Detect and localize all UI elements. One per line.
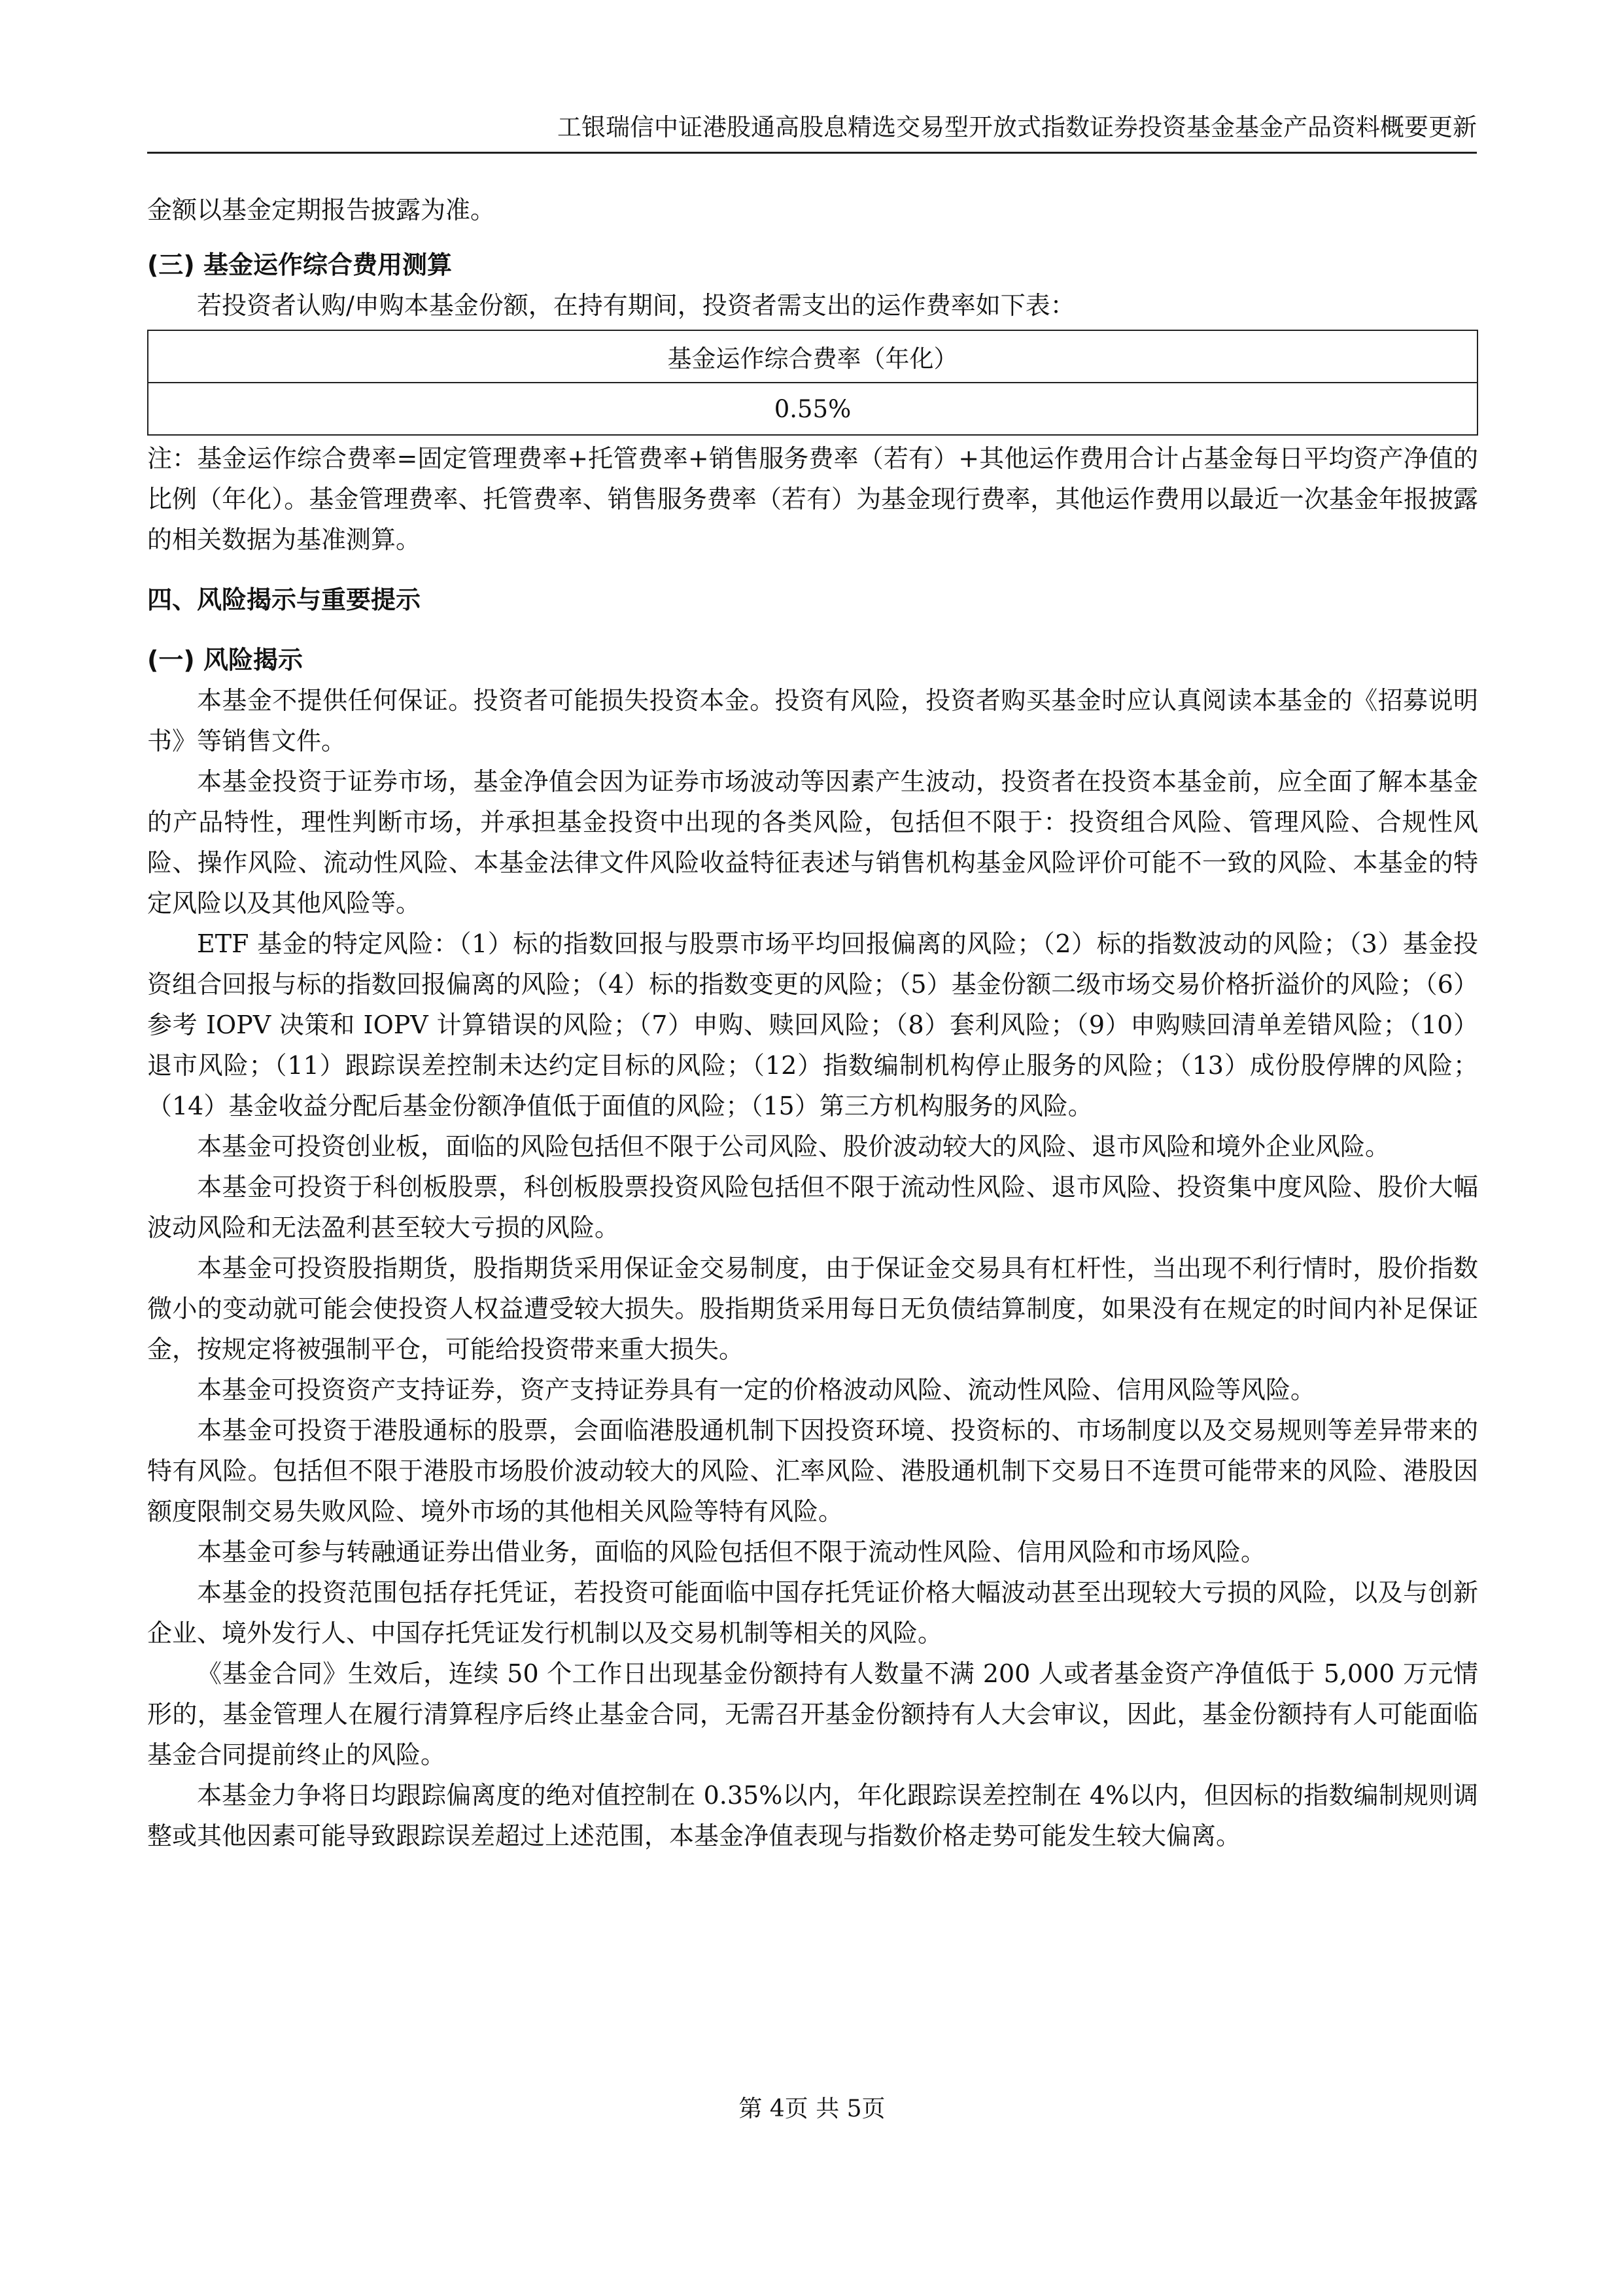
risk-paragraph: 本基金可投资于港股通标的股票，会面临港股通机制下因投资环境、投资标的、市场制度以及交易规则等差异带来的特有风险。包括但不限于港股市场股价波动较大的风险、汇率风险、港股通机制下交易日不连贯可能带来的风险、港股因额度限制交易失败风险、境外市场的其他相关风险等特有风险。 (147, 1416, 1478, 1526)
risk-paragraph: 本基金不提供任何保证。投资者可能损失投资本金。投资有风险，投资者购买基金时应认真阅读本基金的《招募说明书》等销售文件。 (147, 686, 1478, 755)
risk-paragraph: 本基金投资于证券市场，基金净值会因为证券市场波动等因素产生波动，投资者在投资本基金前，应全面了解本基金的产品特性，理性判断市场，并承担基金投资中出现的各类风险，包括但不限于：投资组合风险、管理风险、合规性风险、操作风险、流动性风险、本基金法律文件风险收益特征表述与销售机构基金风险评价可能不一致的风险、本基金的特定风险以及其他风险等。 (147, 767, 1478, 918)
section4-heading: 四、风险揭示与重要提示 (147, 585, 421, 614)
risk-disclosure-heading: (一) 风险揭示 (147, 646, 303, 674)
fee-rate-table (147, 330, 1478, 436)
fee-table-value: 0.55% (148, 383, 1477, 435)
risk-paragraph: 本基金可投资于科创板股票，科创板股票投资风险包括但不限于流动性风险、退市风险、投资集中度风险、股价大幅波动风险和无法盈利甚至较大亏损的风险。 (147, 1173, 1478, 1242)
risk-paragraph: 本基金可参与转融通证券出借业务，面临的风险包括但不限于流动性风险、信用风险和市场风险。 (197, 1538, 1266, 1566)
fee-table-header: 基金运作综合费率（年化） (148, 330, 1477, 383)
page-header: 工银瑞信中证港股通高股息精选交易型开放式指数证券投资基金基金产品资料概要更新 (147, 111, 1477, 154)
fee-note: 注：基金运作综合费率=固定管理费率+托管费率+销售服务费率（若有）+其他运作费用合计占基金每日平均资产净值的比例（年化）。基金管理费率、托管费率、销售服务费率（若有）为基金现行费率，其他运作费用以最近一次基金年报披露的相关数据为基准测算。 (147, 444, 1478, 554)
risk-paragraph: 《基金合同》生效后，连续 50 个工作日出现基金份额持有人数量不满 200 人或者基金资产净值低于 5,000 万元情形的，基金管理人在履行清算程序后终止基金合同，无需召开基金份额持有人大会审议，因此，基金份额持有人可能面临基金合同提前终止的风险。 (147, 1659, 1478, 1769)
page-content (147, 190, 1478, 1856)
risk-paragraph: ETF 基金的特定风险：（1）标的指数回报与股票市场平均回报偏离的风险；（2）标的指数波动的风险；（3）基金投资组合回报与标的指数回报偏离的风险；（4）标的指数变更的风险；（5）基金份额二级市场交易价格折溢价的风险；（6）参考 IOPV 决策和 IOPV 计算错误的风险；（7）申购、赎回风险；（8）套利风险；（9）申购赎回清单差错风险；（10）退市风险；（11）跟踪误差控制未达约定目标的风险；（12）指数编制机构停止服务的风险；（13）成份股停牌的风险；（14）基金收益分配后基金份额净值低于面值的风险；（15）第三方机构服务的风险。 (147, 929, 1478, 1120)
risk-paragraph: 本基金可投资股指期货，股指期货采用保证金交易制度，由于保证金交易具有杠杆性，当出现不利行情时，股价指数微小的变动就可能会使投资人权益遭受较大损失。股指期货采用每日无负债结算制度，如果没有在规定的时间内补足保证金，按规定将被强制平仓，可能给投资带来重大损失。 (147, 1254, 1478, 1364)
page-number: 第 4页 共 5页 (738, 2096, 886, 2122)
risk-paragraph: 本基金力争将日均跟踪偏离度的绝对值控制在 0.35%以内，年化跟踪误差控制在 4%以内，但因标的指数编制规则调整或其他因素可能导致跟踪误差超过上述范围，本基金净值表现与指数价格走势可能发生较大偏离。 (147, 1781, 1478, 1850)
fee-section-heading: (三) 基金运作综合费用测算 (147, 250, 452, 279)
fee-section-intro: 若投资者认购/申购本基金份额，在持有期间，投资者需支出的运作费率如下表： (197, 291, 1075, 320)
risk-paragraph: 本基金可投资创业板，面临的风险包括但不限于公司风险、股价波动较大的风险、退市风险和境外企业风险。 (197, 1132, 1391, 1161)
risk-paragraph: 本基金可投资资产支持证券，资产支持证券具有一定的价格波动风险、流动性风险、信用风险等风险。 (197, 1375, 1316, 1404)
risk-paragraph: 本基金的投资范围包括存托凭证，若投资可能面临中国存托凭证价格大幅波动甚至出现较大亏损的风险，以及与创新企业、境外发行人、中国存托凭证发行机制以及交易机制等相关的风险。 (147, 1578, 1478, 1648)
intro-line: 金额以基金定期报告披露为准。 (147, 196, 496, 224)
